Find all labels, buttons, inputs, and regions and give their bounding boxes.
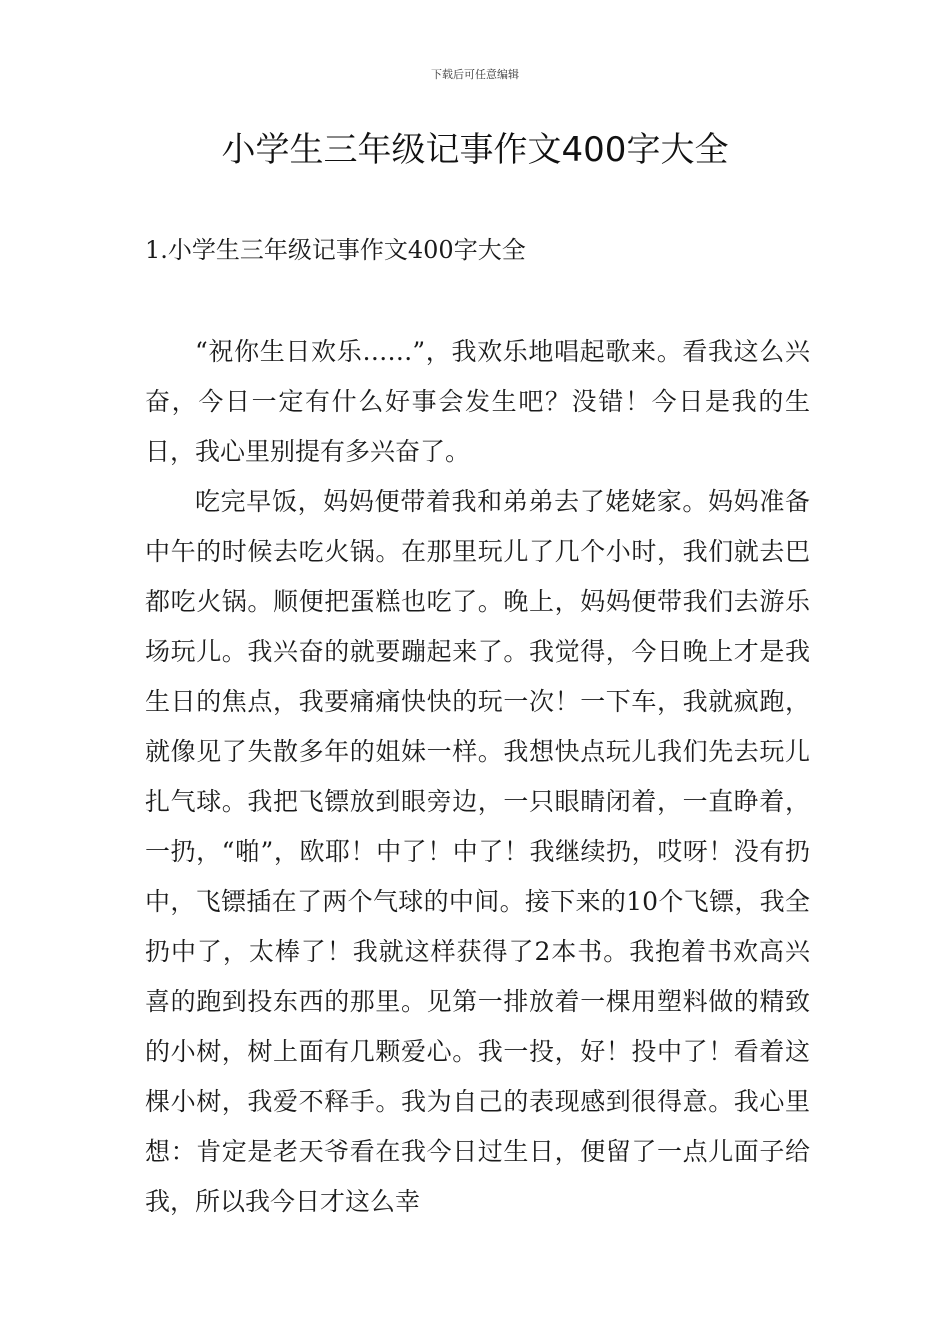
section-heading: 1.小学生三年级记事作文400字大全 (145, 236, 526, 264)
paragraph-1: “祝你生日欢乐……”，我欢乐地唱起歌来。看我这么兴奋，今日一定有什么好事会发生吧？没错！今日是我的生日，我心里别提有多兴奋了。 (145, 337, 810, 466)
paragraph-2: 吃完早饭，妈妈便带着我和弟弟去了姥姥家。妈妈准备中午的时候去吃火锅。在那里玩儿了几个小时，我们就去巴都吃火锅。顺便把蛋糕也吃了。晚上，妈妈便带我们去游乐场玩儿。我兴奋的就要蹦起来了。我觉得，今日晚上才是我生日的焦点，我要痛痛快快的玩一次！一下车，我就疯跑，就像见了失散多年的姐妹一样。我想快点玩儿我们先去玩儿扎气球。我把飞镖放到眼旁边，一只眼睛闭着，一直睁着，一扔，“啪”，欧耶！中了！中了！我继续扔，哎呀！没有扔中，飞镖插在了两个气球的中间。接下来的10个飞镖，我全扔中了，太棒了！我就这样获得了2本书。我抱着书欢高兴喜的跑到投东西的那里。见第一排放着一棵用塑料做的精致的小树，树上面有几颗爱心。我一投，好！投中了！看着这棵小树，我爱不释手。我为自己的表现感到很得意。我心里想：肯定是老天爷看在我今日过生日，便留了一点儿面子给我，所以我今日才这么幸 (145, 487, 810, 1216)
header-note: 下载后可任意编辑 (431, 68, 519, 81)
article-body (145, 327, 810, 1227)
document-title: 小学生三年级记事作文400字大全 (221, 130, 729, 170)
